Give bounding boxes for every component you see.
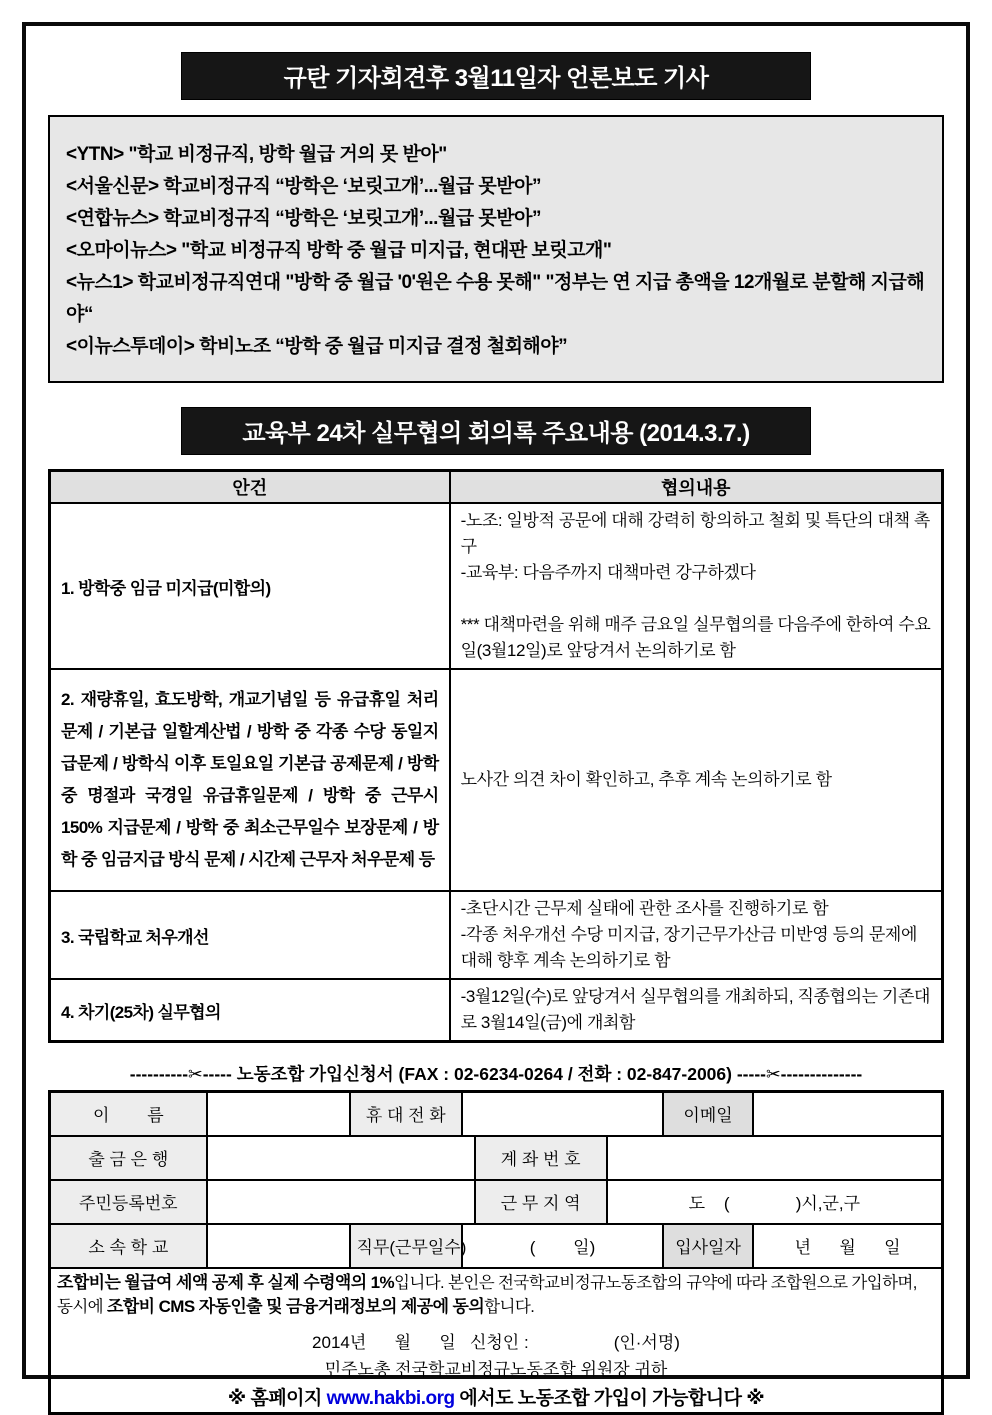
- press-coverage-box: [48, 115, 944, 383]
- cutline-scissors: ----------✂----- 노동조합 가입신청서 (FAX : 02-6234-0264 / 전화 : 02-847-2006) -----✂--------------: [129, 1064, 863, 1084]
- content-cell-2: [450, 669, 943, 891]
- content-cell-3: [450, 891, 943, 979]
- form-row-footer: [50, 1268, 943, 1414]
- minutes-header-row: [50, 471, 943, 504]
- content-line: -교육부: 다음주까지 대책마련 강구하겠다: [460, 563, 756, 582]
- region-field: 도 ( )시,군,구: [607, 1180, 943, 1224]
- email-field: [753, 1092, 942, 1136]
- membership-form-table: [48, 1090, 944, 1415]
- dues-note-normal-1: 입니다. 본인은 전국학교비정규노동조합의 규약에 따라 조합원으로 가입하며, 동시에: [57, 1273, 917, 1316]
- duty-label: 직무(근무일수): [350, 1224, 463, 1268]
- dues-note-bold-2: 조합비 CMS 자동인출 및 금융거래정보의 제공에 동의: [107, 1296, 485, 1316]
- account-field: [607, 1136, 943, 1180]
- date-signature-line: 2014년 월 일 신청인 : (인·서명): [312, 1332, 680, 1352]
- dues-note-normal-2: 합니다.: [484, 1297, 535, 1316]
- flyer-page: [22, 22, 970, 1409]
- content-line: -3월12일(수)로 앞당겨서 실무협의를 개최하되, 직종협의는 기존대로 3월14일(금)에 개최함: [460, 987, 930, 1032]
- news-item-ohmynews: <오마이뉴스> "학교 비정규직 방학 중 월급 미지급, 현대판 보릿고개": [66, 240, 612, 261]
- form-row-ssn: [50, 1180, 943, 1224]
- join-date-field: 년 월 일: [753, 1224, 942, 1268]
- form-row-name: [50, 1092, 943, 1136]
- ssn-field: [207, 1180, 475, 1224]
- minutes-title-banner: [181, 407, 811, 455]
- homepage-prefix: ※ 홈페이지: [227, 1387, 327, 1409]
- agenda-cell-4: 4. 차기(25차) 실무협의: [50, 979, 450, 1042]
- form-row-bank: [50, 1136, 943, 1180]
- ssn-label: 주민등록번호: [50, 1180, 207, 1224]
- phone-field: [462, 1092, 663, 1136]
- content-cell-4: [450, 979, 943, 1042]
- content-cell-1: [450, 503, 943, 669]
- minutes-row-1: [50, 503, 943, 669]
- minutes-row-4: [50, 979, 943, 1042]
- join-date-label: 입사일자: [663, 1224, 753, 1268]
- homepage-link[interactable]: www.hakbi.org: [326, 1387, 455, 1409]
- duty-days-field: ( 일): [462, 1224, 663, 1268]
- region-label: 근 무 지 역: [475, 1180, 607, 1224]
- press-coverage-title-banner: [181, 52, 811, 100]
- homepage-line: [57, 1383, 935, 1410]
- content-line: *** 대책마련을 위해 매주 금요일 실무협의를 다음주에 한하여 수요일(3월12일)로 앞당겨서 논의하기로 함: [460, 615, 931, 660]
- minutes-row-2: [50, 669, 943, 891]
- bank-field: [207, 1136, 475, 1180]
- name-label: 이 름: [50, 1092, 207, 1136]
- phone-label: 휴 대 전 화: [350, 1092, 463, 1136]
- bank-label: 출 금 은 행: [50, 1136, 207, 1180]
- account-label: 계 좌 번 호: [475, 1136, 607, 1180]
- minutes-table: [48, 469, 944, 1043]
- form-row-school: [50, 1224, 943, 1268]
- press-coverage-title: 규탄 기자회견후 3월11일자 언론보도 기사: [283, 65, 709, 92]
- school-label: 소 속 학 교: [50, 1224, 207, 1268]
- column-header-agenda: 안건: [50, 471, 450, 504]
- column-header-content: 협의내용: [450, 471, 943, 504]
- minutes-row-3: [50, 891, 943, 979]
- email-label: 이메일: [663, 1092, 753, 1136]
- name-field: [207, 1092, 350, 1136]
- content-line: -각종 처우개선 수당 미지급, 장기근무가산금 미반영 등의 문제에 대해 향후 계속 논의하기로 함: [460, 925, 917, 970]
- news-item-yonhap: <연합뉴스> 학교비정규직 “방학은 ‘보릿고개’...월급 못받아”: [66, 208, 541, 229]
- dues-note: [57, 1271, 935, 1319]
- dues-note-bold-1: 조합비는 월급여 세액 공제 후 실제 수령액의 1%: [57, 1272, 395, 1292]
- agenda-cell-2: 2. 재량휴일, 효도방학, 개교기념일 등 유급휴일 처리문제 / 기본급 일할계산법 / 방학 중 각종 수당 동일지급문제 / 방학식 이후 토일요일 기본급 공제문제 / 방학 중 명절과 국경일 유급휴일문제 / 방학 중 근무시 150% 지급문제 / 방학 중 최소근무일수 보장문제 / 방학 중 임금지급 방식 문제 / 시간제 근무자 처우문제 등: [50, 669, 450, 891]
- form-footer-cell: [50, 1268, 943, 1414]
- agenda-cell-1: 1. 방학중 임금 미지급(미합의): [50, 503, 450, 669]
- minutes-title: 교육부 24차 실무협의 회의록 주요내용 (2014.3.7.): [242, 420, 750, 447]
- agenda-cell-3: 3. 국립학교 처우개선: [50, 891, 450, 979]
- news-item-news1: <뉴스1> 학교비정규직연대 "방학 중 월급 '0'원은 수용 못해" "정부는 연 지급 총액을 12개월로 분할해 지급해야“: [66, 272, 925, 325]
- news-item-enewstoday: <이뉴스투데이> 학비노조 “방학 중 월급 미지급 결정 철회해야”: [66, 336, 568, 357]
- homepage-suffix: 에서도 노동조합 가입이 가능합니다 ※: [454, 1387, 765, 1409]
- news-item-seoul: <서울신문> 학교비정규직 “방학은 ‘보릿고개’...월급 못받아”: [66, 176, 541, 197]
- news-item-ytn: <YTN> "학교 비정규직, 방학 월급 거의 못 받아": [66, 144, 447, 165]
- content-line: 노사간 의견 차이 확인하고, 추후 계속 논의하기로 함: [460, 770, 832, 789]
- school-field: [207, 1224, 350, 1268]
- content-line: -초단시간 근무제 실태에 관한 조사를 진행하기로 함: [460, 899, 829, 918]
- addressee-line: 민주노총 전국학교비정규노동조합 위원장 귀하: [324, 1359, 668, 1379]
- content-line: -노조: 일방적 공문에 대해 강력히 항의하고 철회 및 특단의 대책 촉구: [460, 511, 930, 556]
